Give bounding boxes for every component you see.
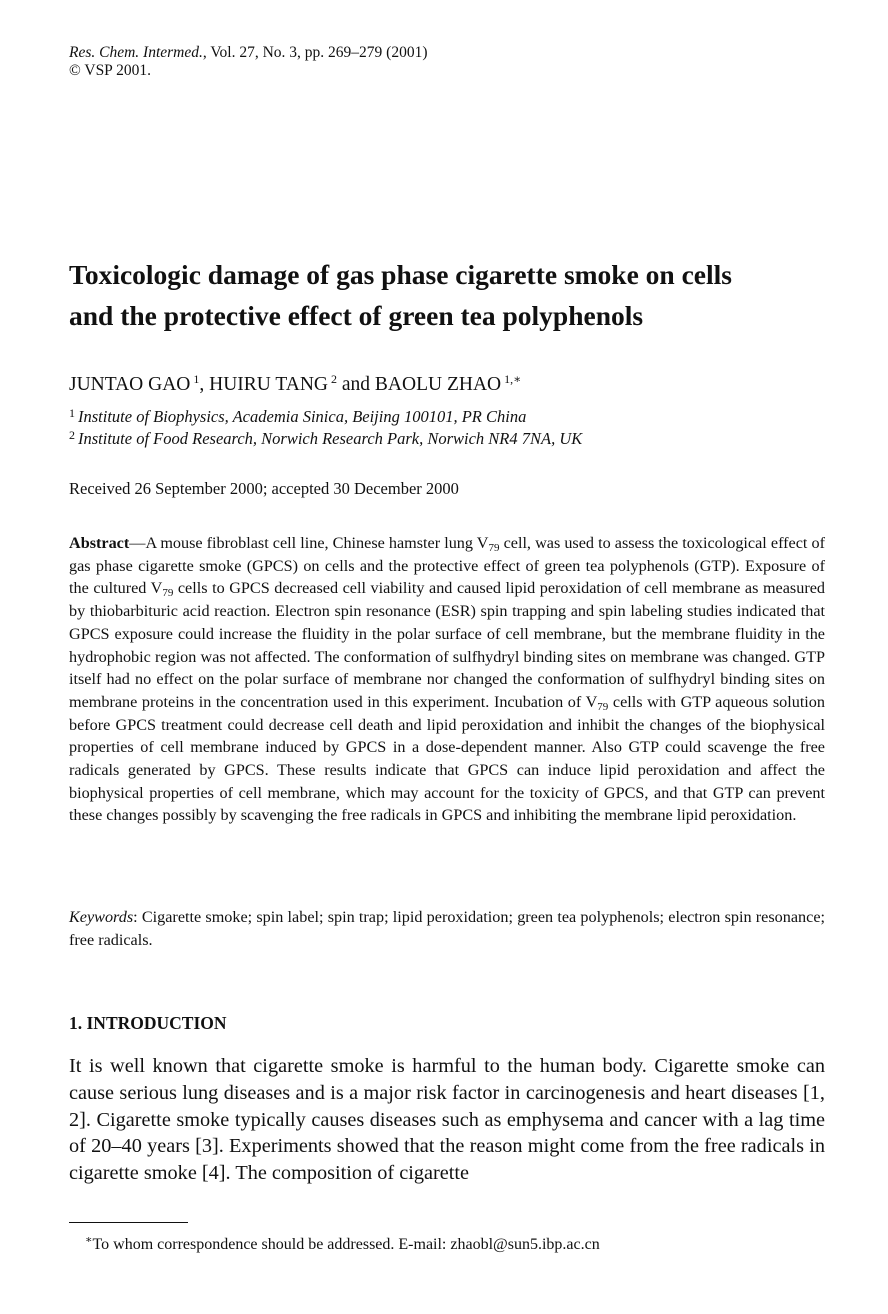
abstract-text: cell, was used to assess the toxicological effect of gas phase cigarette smoke (GPCS) on cells and the protective effect of green tea polyphenols (GTP). Exposure of the cultured V [69, 534, 825, 598]
copyright: © VSP 2001. [69, 62, 151, 79]
subscript: 79 [597, 700, 609, 713]
footnote-marker: ∗ [85, 1234, 93, 1246]
title-line-1: Toxicologic damage of gas phase cigarette smoke on cells [69, 259, 732, 290]
affiliation-text: Institute of Biophysics, Academia Sinica, Beijing 100101, PR China [78, 407, 527, 426]
author-name: JUNTAO GAO [69, 374, 191, 395]
footnote-divider [69, 1222, 188, 1223]
author-affiliation-marker: 2 [331, 372, 338, 386]
introduction-paragraph: It is well known that cigarette smoke is harmful to the human body. Cigarette smoke can cause serious lung diseases and is a major risk factor in carcinogenesis and heart diseases [1, 2]. Cigarette smoke typically causes diseases such as emphysema and cancer with a lag time of 20–40 years [3]. Experiments showed that the reason might come from the free radicals in cigarette smoke [4]. The composition of cigarette [69, 1055, 825, 1185]
author-affiliation-marker: 1 [193, 372, 200, 386]
affiliation [69, 428, 582, 450]
title-line-2: and the protective effect of green tea polyphenols [69, 300, 644, 331]
affiliation [69, 406, 582, 428]
affiliation-marker: 2 [69, 428, 75, 442]
abstract-text: —A mouse fibroblast cell line, Chinese hamster lung V [129, 534, 489, 552]
footnote [85, 1234, 600, 1256]
author-name: HUIRU TANG [209, 374, 329, 395]
affiliation-list [69, 406, 582, 450]
author-list [69, 372, 521, 398]
keywords-text: : Cigarette smoke; spin label; spin trap; lipid peroxidation; green tea polyphenols; electron spin resonance; free radicals. [69, 908, 825, 949]
affiliation-marker: 1 [69, 406, 75, 420]
abstract [69, 532, 825, 827]
subscript: 79 [488, 542, 500, 554]
keywords [69, 906, 825, 952]
abstract-text: cells to GPCS decreased cell viability and caused lipid peroxidation of cell membrane as measured by thiobarbituric acid reaction. Electron spin resonance (ESR) spin trapping and spin labeling studies indicated that GPCS exposure could increase the fluidity in the polar surface of cell membrane, but the membrane fluidity in the hydrophobic region was not affected. The conformation of sulfhydryl binding sites on membrane was changed. GTP itself had no effect on the polar surface of membrane nor changed the conformation of sulfhydryl binding sites on membrane proteins in the concentration used in this experiment. Incubation of V [69, 579, 825, 711]
author-separator: , [199, 374, 210, 395]
journal-citation [69, 44, 428, 80]
affiliation-text: Institute of Food Research, Norwich Research Park, Norwich NR4 7NA, UK [78, 429, 583, 448]
author-name: BAOLU ZHAO [374, 374, 502, 395]
author-affiliation-marker: 1,∗ [504, 372, 522, 386]
abstract-text: cells with GTP aqueous solution before GPCS treatment could decrease cell death and lipid peroxidation and inhibit the changes of the biophysical properties of cell membrane induced by GPCS in a dose-dependent manner. Also GTP could scavenge the free radicals generated by GPCS. These results indicate that GPCS can induce lipid peroxidation and affect the biophysical properties of cell membrane, which may account for the toxicity of GPCS, and that GTP can prevent these changes possibly by scavenging the free radicals in GPCS and inhibiting the membrane lipid peroxidation. [69, 692, 825, 825]
section-heading: 1. INTRODUCTION [69, 1013, 227, 1033]
journal-name: Res. Chem. Intermed. [69, 44, 203, 61]
keywords-label: Keywords [69, 908, 134, 926]
received-dates: Received 26 September 2000; accepted 30 December 2000 [69, 479, 459, 498]
volume-info: , Vol. 27, No. 3, pp. 269–279 (2001) [202, 44, 428, 61]
citation-line [69, 44, 428, 62]
abstract-label: Abstract [69, 534, 130, 552]
subscript: 79 [162, 587, 174, 600]
author-separator: and [337, 374, 375, 395]
footnote-text: To whom correspondence should be addressed. E-mail: zhaobl@sun5.ibp.ac.cn [92, 1236, 600, 1253]
paper-title [69, 254, 825, 336]
